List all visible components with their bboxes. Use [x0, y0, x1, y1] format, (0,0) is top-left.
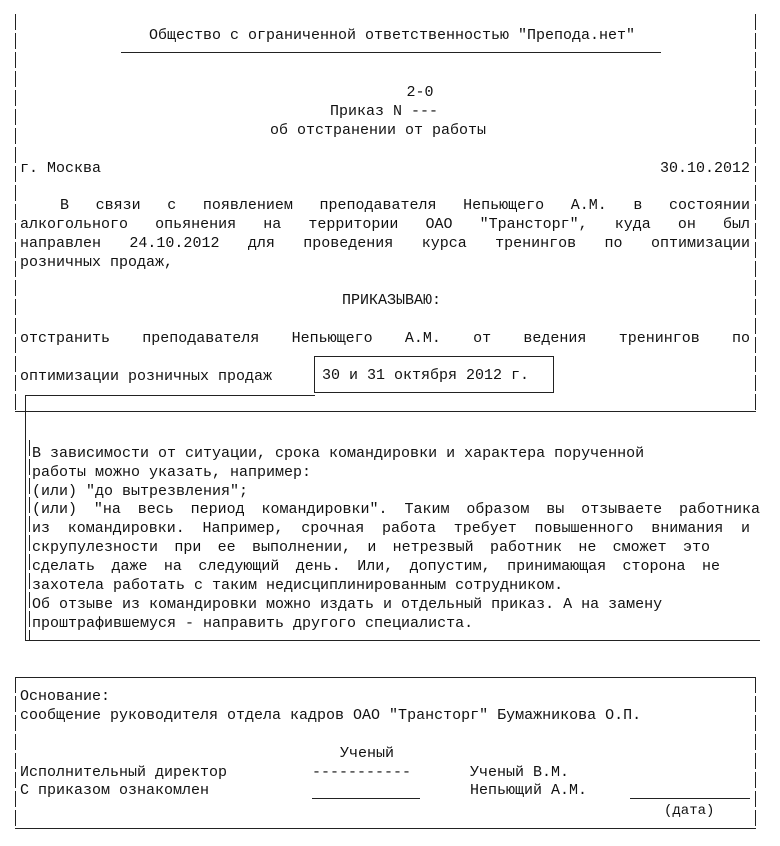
basis-label: Основание: [20, 688, 111, 705]
date-line [630, 798, 750, 799]
order-title: Приказ N --- [330, 103, 439, 120]
note-bottom-border [25, 640, 760, 641]
note-line-7: сделать даже на следующий день. Или, допустим, принимающая сторона не [32, 558, 720, 575]
note-line-2: работы можно указать, например: [32, 464, 312, 481]
director-label: Исполнительный директор [20, 764, 228, 781]
acquainted-name: Непьющий А.М. [470, 782, 588, 799]
city: г. Москва [20, 160, 102, 177]
order-subject: об отстранении от работы [270, 122, 487, 139]
org-underline [121, 52, 661, 53]
note-left-border [29, 440, 30, 640]
connector-left [25, 395, 26, 640]
connector-top [25, 395, 315, 396]
acquainted-signature-line [312, 798, 420, 799]
decision-line-1: отстранить преподавателя Непьющего А.М. от ведения тренингов по [20, 330, 750, 347]
decision-line-2: оптимизации розничных продаж [20, 368, 273, 385]
date-label: (дата) [664, 803, 715, 819]
basis-text: сообщение руководителя отдела кадров ОАО "Трансторг" Бумажникова О.П. [20, 707, 642, 724]
order-bottom-border [15, 411, 756, 412]
note-line-4: (или) "на весь период командировки". Таким образом вы отзываете работника [32, 501, 760, 518]
note-line-3: (или) "до вытрезвления"; [32, 483, 249, 500]
note-line-1: В зависимости от ситуации, срока командировки и характера порученной [32, 445, 645, 462]
command-heading: ПРИКАЗЫВАЮ: [342, 292, 442, 309]
form-code: 2-0 [406, 84, 434, 101]
note-line-8: захотела работать с таким недисциплинированным сотрудником. [32, 577, 564, 594]
note-line-5: из командировки. Например, срочная работа требует повышенного внимания и [32, 520, 750, 537]
footer-top-border [15, 677, 756, 678]
footer-right-border [755, 677, 756, 829]
footer-left-border [15, 677, 16, 829]
director-signature: Ученый [340, 745, 395, 762]
decision-dates: 30 и 31 октября 2012 г. [322, 367, 530, 384]
order-left-border [15, 14, 16, 412]
director-name: Ученый В.М. [470, 764, 570, 781]
order-right-border [755, 14, 756, 412]
acquainted-label: С приказом ознакомлен [20, 782, 210, 799]
body-line-2: алкогольного опьянения на территории ОАО "Трансторг", куда он был [20, 216, 750, 233]
note-line-6: скрупулезности при ее выполнении, и нетрезвый работник не сможет это [32, 539, 710, 556]
org-name: Общество с ограниченной ответственностью "Препода.нет" [148, 27, 636, 44]
body-line-1: В связи с появлением преподавателя Непьющего А.М. в состоянии [60, 197, 750, 214]
note-line-9: Об отзыве из командировки можно издать и отдельный приказ. А на замену [32, 596, 663, 613]
order-date: 30.10.2012 [659, 160, 750, 177]
body-line-3: направлен 24.10.2012 для проведения курса тренингов по оптимизации [20, 235, 750, 252]
body-line-4: розничных продаж, [20, 254, 174, 271]
footer-bottom-border [15, 828, 756, 829]
director-signature-line: ----------- [312, 764, 412, 781]
note-line-10: проштрафившемуся - направить другого специалиста. [32, 615, 474, 632]
